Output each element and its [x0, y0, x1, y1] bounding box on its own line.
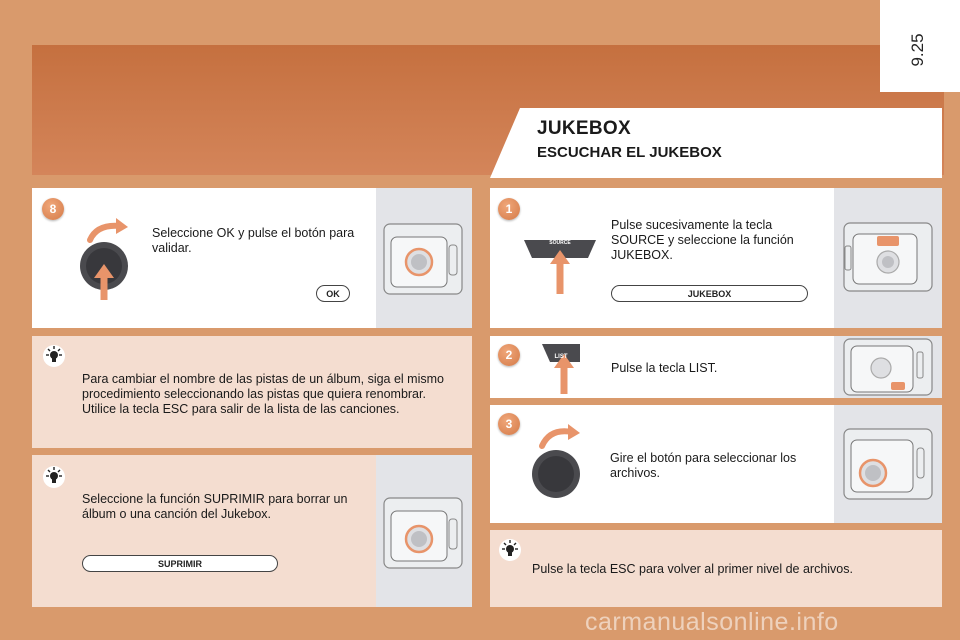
lightbulb-icon: [42, 344, 66, 368]
ok-button[interactable]: OK: [316, 285, 350, 302]
list-key-label: LIST: [554, 354, 568, 360]
watermark: carmanualsonline.info: [585, 608, 839, 636]
audio-control-panel-icon: [843, 222, 933, 292]
step-3-text: Gire el botón para seleccionar los archivos.: [610, 451, 797, 480]
step-2-badge: 2: [498, 344, 520, 366]
lightbulb-icon: [498, 538, 522, 562]
list-key-icon: [540, 342, 584, 398]
audio-control-panel-icon: [843, 428, 933, 500]
step-8-text: Seleccione OK y pulse el botón para validar.: [152, 226, 355, 255]
audio-control-panel-icon: [383, 497, 463, 569]
page-number: 9.25: [908, 33, 927, 67]
audio-control-panel-icon: [383, 223, 463, 295]
audio-control-panel-icon: [843, 338, 933, 396]
page-subtitle: ESCUCHAR EL JUKEBOX: [537, 144, 722, 161]
rotary-knob-icon: [524, 422, 594, 502]
step-8-badge: 8: [42, 198, 64, 220]
suprimir-button[interactable]: SUPRIMIR: [82, 555, 278, 572]
source-key-label: SOURCE: [549, 240, 571, 246]
lightbulb-icon: [42, 465, 66, 489]
tip-delete-text: Seleccione la función SUPRIMIR para borrar un álbum o una canción del Jukebox.: [82, 492, 348, 521]
step-2-text: Pulse la tecla LIST.: [611, 361, 718, 375]
tip-esc-text: Pulse la tecla ESC para volver al primer nivel de archivos.: [532, 562, 853, 576]
step-1-text: Pulse sucesivamente la tecla SOURCE y seleccione la función JUKEBOX.: [611, 218, 794, 262]
tip-rename-text: Para cambiar el nombre de las pistas de un álbum, siga el mismo procedimiento seleccionando las pistas que quiera renombrar. Utilice la tecla ESC para salir de la lista de las canciones.: [82, 372, 444, 416]
step-1-badge: 1: [498, 198, 520, 220]
jukebox-button[interactable]: JUKEBOX: [611, 285, 808, 302]
page-title: JUKEBOX: [537, 118, 631, 139]
step-3-badge: 3: [498, 413, 520, 435]
rotary-knob-icon: [72, 218, 142, 303]
